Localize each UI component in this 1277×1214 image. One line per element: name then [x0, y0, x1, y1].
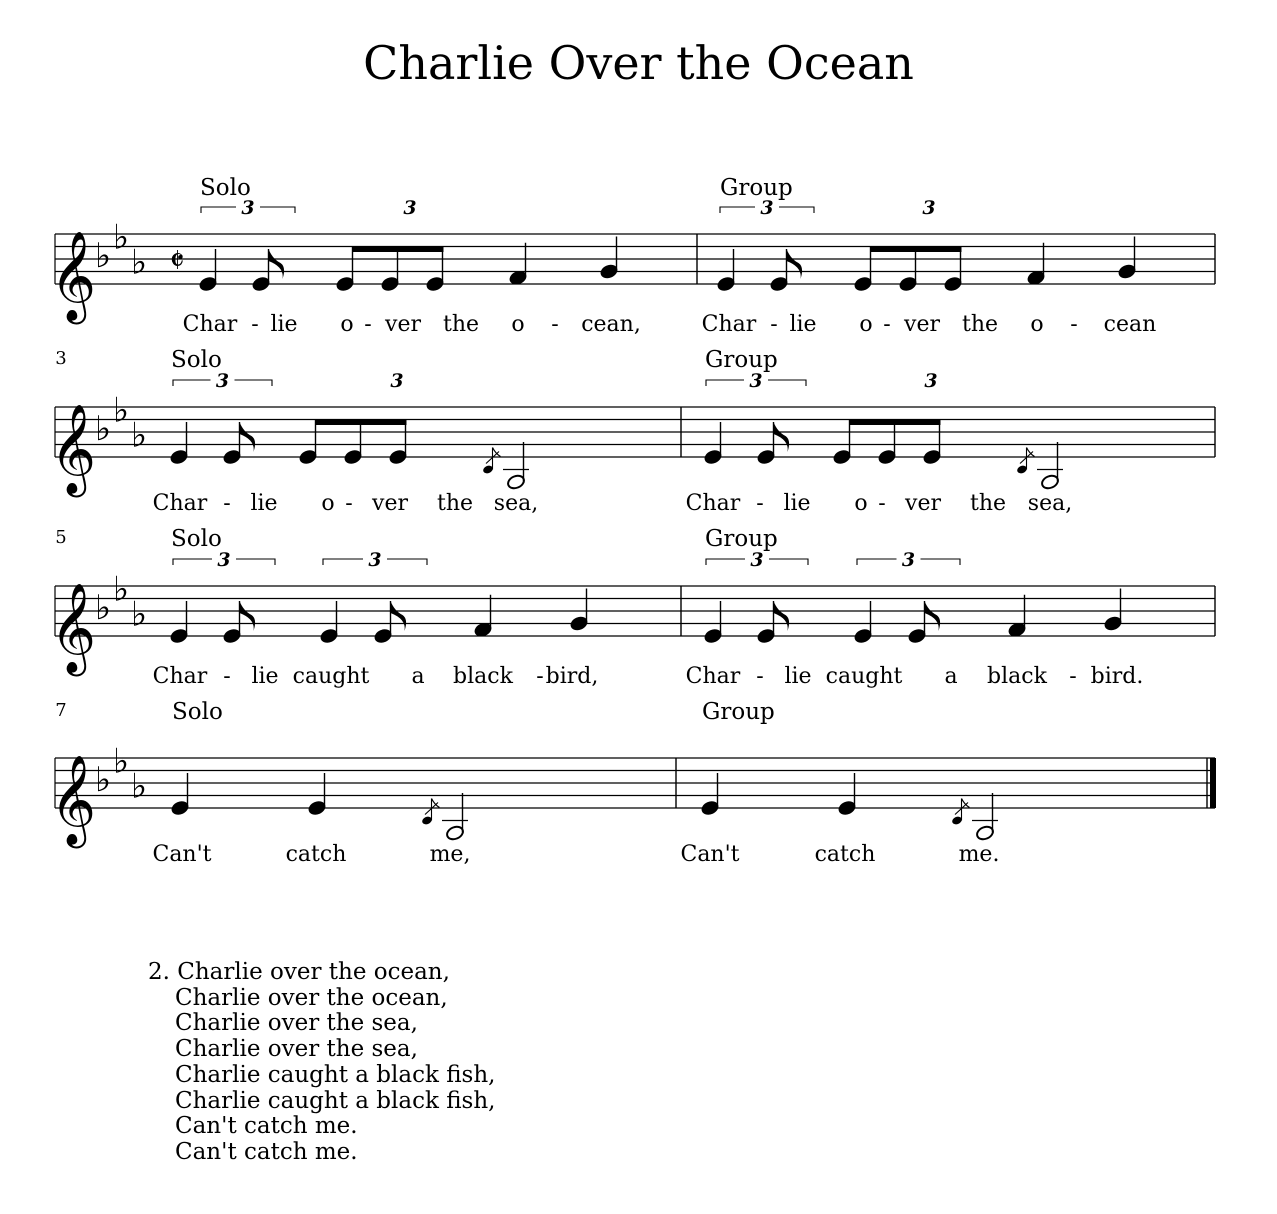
verse-line: Charlie caught a black fish,	[175, 1061, 496, 1088]
grace-flag	[493, 448, 501, 457]
lyric-syllable: the	[961, 312, 999, 337]
lyric-syllable: -	[251, 312, 259, 337]
lyric-syllable: -	[1069, 664, 1077, 689]
section-label: Group	[705, 347, 778, 373]
grace-flag	[962, 799, 970, 808]
flat-icon: ♭	[130, 766, 148, 807]
treble-clef-icon: 𝄞	[49, 755, 97, 845]
lyric-syllable: ver	[904, 312, 940, 337]
lyric-syllable: ver	[385, 312, 421, 337]
lyric-syllable: Char	[152, 491, 208, 516]
eighth-flag	[269, 249, 285, 279]
section-label: Group	[720, 175, 793, 201]
eighth-flag	[787, 249, 803, 279]
flat-icon: ♭	[112, 217, 130, 258]
lyric-syllable: bird.	[1090, 664, 1144, 689]
lyric-syllable: -	[1070, 312, 1078, 337]
measure-number: 3	[55, 348, 67, 369]
lyric-syllable: ver	[372, 491, 408, 516]
lyric-syllable: cean,	[581, 312, 641, 337]
flat-icon: ♭	[130, 242, 148, 283]
lyric-syllable: lie	[789, 312, 817, 337]
flat-icon: ♭	[112, 741, 130, 782]
treble-clef-icon: 𝄞	[49, 404, 97, 494]
lyric-syllable: Char	[701, 312, 757, 337]
grace-flag	[432, 799, 440, 808]
final-barline-icon	[1210, 758, 1216, 808]
verse-line: Can't catch me.	[175, 1113, 358, 1140]
lyric-syllable: Char	[685, 664, 741, 689]
lyric-syllable: caught	[825, 664, 903, 689]
flat-icon: ♭	[112, 569, 130, 610]
section-label: Solo	[171, 347, 222, 373]
lyric-syllable: Can't	[680, 842, 740, 867]
tuplet-number: 3	[368, 549, 382, 571]
eighth-flag	[925, 601, 941, 631]
lyric-syllable: a	[944, 664, 958, 689]
lyric-syllable: -	[756, 664, 764, 689]
flat-icon: ♭	[112, 390, 130, 431]
eighth-flag	[774, 601, 790, 631]
lyric-syllable: o	[321, 491, 335, 516]
song-title: Charlie Over the Ocean	[363, 36, 914, 90]
lyric-syllable: black	[987, 664, 1047, 689]
lyric-syllable: -	[551, 312, 559, 337]
lyric-syllable: Can't	[152, 842, 212, 867]
flat-icon: ♭	[94, 236, 112, 276]
lyric-syllable: me.	[958, 842, 1000, 867]
flat-icon: ♭	[94, 760, 112, 800]
lyric-syllable: black	[453, 664, 513, 689]
measure-number: 5	[55, 527, 67, 548]
lyric-syllable: -	[770, 312, 778, 337]
tuplet-number: 3	[760, 197, 774, 219]
lyric-syllable: Char	[182, 312, 238, 337]
section-label: Solo	[171, 526, 222, 552]
lyric-syllable: a	[411, 664, 425, 689]
beam	[316, 419, 407, 425]
flat-icon: ♭	[94, 409, 112, 449]
lyric-syllable: lie	[250, 491, 278, 516]
verse-line: Charlie over the ocean,	[175, 984, 448, 1011]
verse-line: Charlie over the sea,	[175, 1036, 418, 1063]
lyric-syllable: the	[969, 491, 1007, 516]
measure-number: 7	[55, 700, 67, 721]
verse-line: Charlie over the sea,	[175, 1010, 418, 1037]
section-label: Solo	[172, 699, 223, 725]
lyric-syllable: -	[756, 491, 764, 516]
lyric-syllable: ver	[905, 491, 941, 516]
tuplet-number: 3	[750, 549, 764, 571]
grace-flag	[1027, 448, 1035, 457]
section-label: Group	[702, 699, 775, 725]
treble-clef-icon: 𝄞	[49, 583, 97, 673]
lyric-syllable: lie	[251, 664, 279, 689]
flat-icon: ♭	[130, 594, 148, 635]
lyric-syllable: o	[854, 491, 868, 516]
lyric-syllable: me,	[429, 842, 471, 867]
lyric-syllable: -	[223, 664, 231, 689]
tuplet-number: 3	[217, 549, 231, 571]
lyric-syllable: the	[442, 312, 480, 337]
lyric-syllable: lie	[784, 664, 812, 689]
lyric-syllable: -	[223, 491, 231, 516]
lyric-syllable: Char	[152, 664, 208, 689]
cut-time-icon: 𝄵	[169, 241, 185, 281]
verse-line: Charlie caught a black fish,	[175, 1087, 496, 1114]
verse-line: Can't catch me.	[175, 1138, 358, 1165]
eighth-flag	[240, 601, 256, 631]
verse-2	[148, 960, 495, 1166]
section-label: Group	[705, 526, 778, 552]
lyric-syllable: -	[364, 312, 372, 337]
lyric-syllable: lie	[270, 312, 298, 337]
lyric-syllable: sea,	[1027, 491, 1073, 516]
lyric-syllable: catch	[814, 842, 876, 867]
tuplet-number: 3	[403, 197, 417, 219]
lyric-syllable: catch	[285, 842, 347, 867]
lyric-syllable: the	[436, 491, 474, 516]
lyric-syllable: o	[511, 312, 525, 337]
treble-clef-icon: 𝄞	[49, 231, 97, 321]
tuplet-number: 3	[215, 370, 230, 392]
lyric-syllable: o	[340, 312, 354, 337]
tuplet-number: 3	[390, 370, 404, 392]
lyric-syllable: o	[859, 312, 873, 337]
lyric-syllable: cean	[1103, 312, 1157, 337]
flat-icon: ♭	[94, 588, 112, 628]
flat-icon: ♭	[130, 415, 148, 456]
lyric-syllable: o	[1030, 312, 1044, 337]
lyric-syllable: -	[536, 664, 544, 689]
lyric-syllable: caught	[292, 664, 370, 689]
lyric-syllable: -	[345, 491, 353, 516]
lyric-syllable: Char	[685, 491, 741, 516]
lyric-syllable: sea,	[493, 491, 539, 516]
lyric-syllable: -	[883, 312, 891, 337]
tuplet-number: 3	[922, 197, 936, 219]
tuplet-number: 3	[749, 370, 763, 392]
beam	[353, 246, 444, 252]
beam	[850, 419, 941, 425]
beam	[871, 246, 962, 252]
tuplet-number: 3	[901, 549, 916, 571]
lyric-syllable: lie	[783, 491, 811, 516]
section-label: Solo	[200, 175, 251, 201]
tuplet-number: 3	[241, 197, 255, 219]
eighth-flag	[240, 422, 256, 452]
lyric-syllable: -	[878, 491, 886, 516]
tuplet-number: 3	[924, 370, 938, 392]
lyric-syllable: bird,	[545, 664, 599, 689]
eighth-flag	[391, 601, 407, 631]
verse-line: 2. Charlie over the ocean,	[148, 959, 450, 985]
eighth-flag	[774, 422, 790, 452]
